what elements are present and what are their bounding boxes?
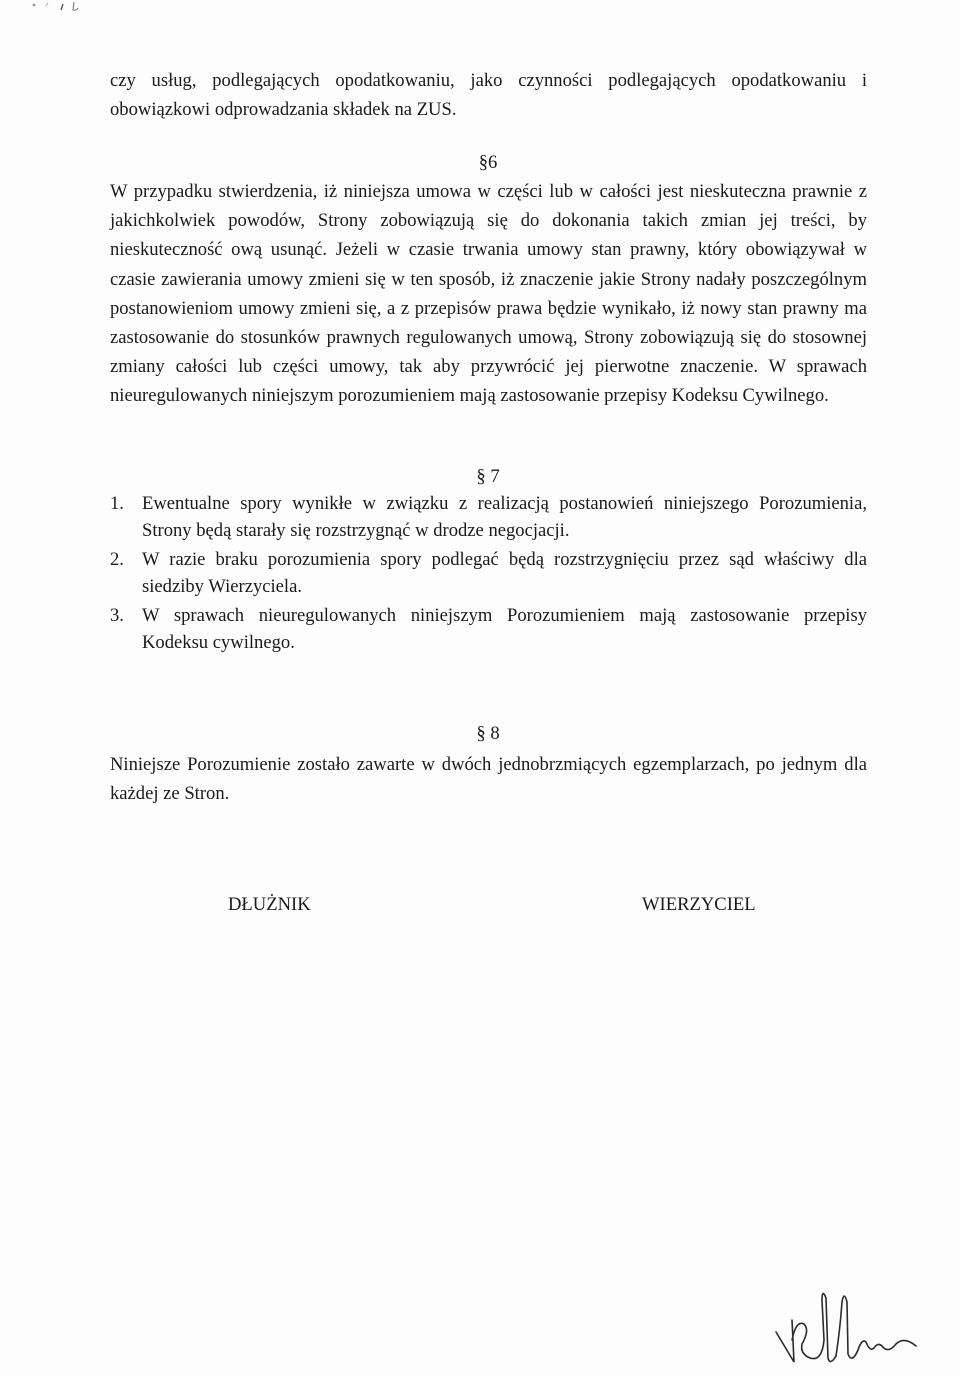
list-item-text: W sprawach nieuregulowanych niniejszym Porozumieniem mają zastosowanie przepisy Kodeksu cywilnego. [142,605,867,653]
list-item [110,602,867,656]
creditor-signature-label: WIERZYCIEL [642,894,756,915]
section-6-heading: §6 [478,152,498,173]
list-item-text: Ewentualne spory wynikłe w związku z realizacją postanowień niniejszego Porozumienia, Strony będą starały się rozstrzygnąć w drodze negocjacji. [142,493,867,541]
section-8-paragraph: Niniejsze Porozumienie zostało zawarte w dwóch jednobrzmiących egzemplarzach, po jednym dla każdej ze Stron. [110,754,867,805]
intro-paragraph: czy usług, podlegających opodatkowaniu, jako czynności podlegających opodatkowaniu i obowiązkowi odprowadzania składek na ZUS. [110,70,867,121]
scan-artifact-marks [30,0,100,14]
handwritten-signature [770,1280,930,1370]
list-item [110,546,867,600]
section-8-heading: § 8 [476,723,500,744]
list-item [110,490,867,544]
list-item-number: 3. [110,605,124,626]
section-7-list [110,490,867,658]
list-item-number: 1. [110,493,124,514]
debtor-signature-label: DŁUŻNIK [228,894,311,915]
section-6-paragraph: W przypadku stwierdzenia, iż niniejsza umowa w części lub w całości jest nieskuteczna prawnie z jakichkolwiek powodów, Strony zobowiązują się do dokonania takich zmian jej treści, by nieskuteczność ową usunąć. Jeżeli w czasie trwania umowy stan prawny, który obowiązywał w czasie zawierania umowy zmieni się w ten sposób, iż znaczenie jakie Strony nadały poszczególnym postanowieniom umowy zmieni się, a z przepisów prawa będzie wynikało, iż nowy stan prawny ma zastosowanie do stosunków prawnych regulowanych umową, Strony zobowiązują się do stosownej zmiany całości lub części umowy, tak aby przywrócić jej pierwotne znaczenie. W sprawach nieuregulowanych niniejszym porozumieniem mają zastosowanie przepisy Kodeksu Cywilnego. [110,181,867,407]
list-item-number: 2. [110,549,124,570]
list-item-text: W razie braku porozumienia spory podlegać będą rozstrzygnięciu przez sąd właściwy dla siedziby Wierzyciela. [142,549,867,597]
section-7-heading: § 7 [476,466,500,487]
